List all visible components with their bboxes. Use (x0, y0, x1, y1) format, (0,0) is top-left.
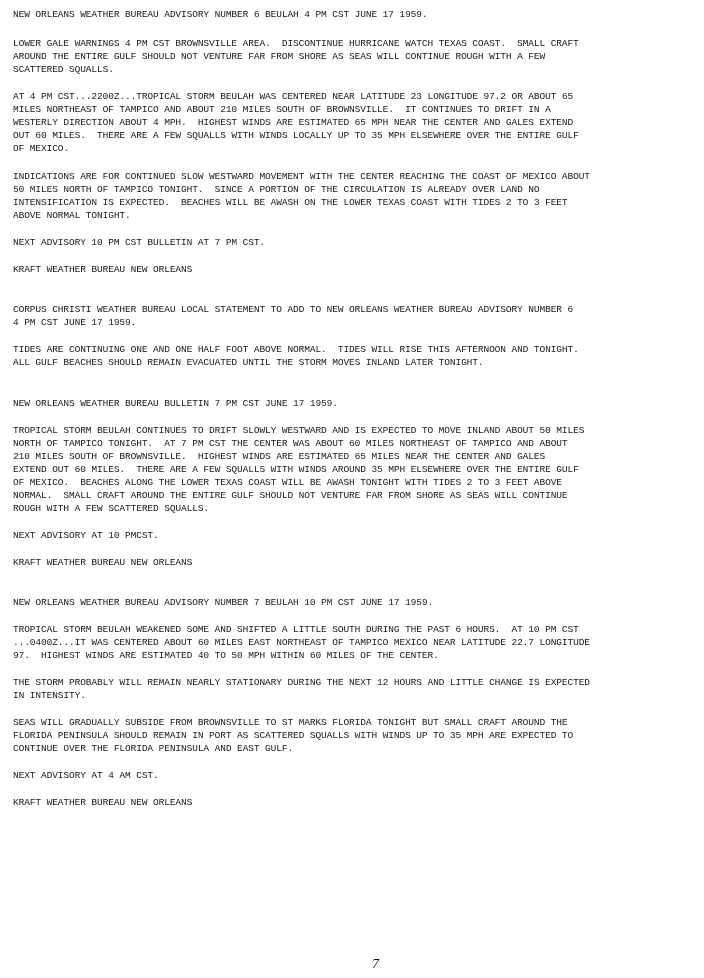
advisory-6-paragraph-1: LOWER GALE WARNINGS 4 PM CST BROWNSVILLE AREA. DISCONTINUE HURRICANE WATCH TEXAS COAST. SMALL CRAFT (13, 38, 579, 49)
page-number: 7 (372, 957, 379, 972)
corpus-christi-heading: CORPUS CHRISTI WEATHER BUREAU LOCAL STATEMENT TO ADD TO NEW ORLEANS WEATHER BUREAU ADVISORY NUMBER 6 (13, 304, 574, 315)
advisory-6-paragraph-1: SCATTERED SQUALLS. (13, 64, 114, 75)
advisory-7-paragraph-1: ...0400Z...IT WAS CENTERED ABOUT 60 MILES EAST NORTHEAST OF TAMPICO MEXICO NEAR LATITUDE 22.7 LONGITUDE (13, 637, 590, 648)
advisory-7-paragraph-2: IN INTENSITY. (13, 690, 86, 701)
advisory-7-paragraph-2: THE STORM PROBABLY WILL REMAIN NEARLY STATIONARY DURING THE NEXT 12 HOURS AND LITTLE CHANGE IS EXPECTED (13, 677, 590, 688)
advisory-7-paragraph-3: FLORIDA PENINSULA SHOULD REMAIN IN PORT AS SCATTERED SQUALLS WITH WINDS UP TO 35 MPH ARE EXPECTED TO (13, 730, 574, 741)
advisory-6-signature: KRAFT WEATHER BUREAU NEW ORLEANS (13, 264, 193, 275)
advisory-7-signature: KRAFT WEATHER BUREAU NEW ORLEANS (13, 797, 193, 808)
advisory-7-paragraph-3: CONTINUE OVER THE FLORIDA PENINSULA AND EAST GULF. (13, 743, 294, 754)
advisory-7-heading: NEW ORLEANS WEATHER BUREAU ADVISORY NUMBER 7 BEULAH 10 PM CST JUNE 17 1959. (13, 597, 434, 608)
bulletin-paragraph: TROPICAL STORM BEULAH CONTINUES TO DRIFT SLOWLY WESTWARD AND IS EXPECTED TO MOVE INLAND ABOUT 50 MILES (13, 425, 585, 436)
advisory-6-next-advisory: NEXT ADVISORY 10 PM CST BULLETIN AT 7 PM CST. (13, 237, 266, 248)
advisory-7-next-advisory: NEXT ADVISORY AT 4 AM CST. (13, 770, 159, 781)
advisory-6-paragraph-3: 50 MILES NORTH OF TAMPICO TONIGHT. SINCE A PORTION OF THE CIRCULATION IS ALREADY OVER LAND NO (13, 184, 540, 195)
advisory-6-paragraph-2: MILES NORTHEAST OF TAMPICO AND ABOUT 210 MILES SOUTH OF BROWNSVILLE. IT CONTINUES TO DRIFT IN A (13, 104, 551, 115)
advisory-6-paragraph-2: WESTERLY DIRECTION ABOUT 4 MPH. HIGHEST WINDS ARE ESTIMATED 65 MPH NEAR THE CENTER AND GALES EXTEND (13, 117, 574, 128)
advisory-7-paragraph-1: 97. HIGHEST WINDS ARE ESTIMATED 40 TO 50 MPH WITHIN 60 MILES OF THE CENTER. (13, 650, 439, 661)
corpus-christi-paragraph: TIDES ARE CONTINUING ONE AND ONE HALF FOOT ABOVE NORMAL. TIDES WILL RISE THIS AFTERNOON AND TONIGHT. (13, 344, 579, 355)
advisory-6-paragraph-3: ABOVE NORMAL TONIGHT. (13, 210, 131, 221)
advisory-6-heading: NEW ORLEANS WEATHER BUREAU ADVISORY NUMBER 6 BEULAH 4 PM CST JUNE 17 1959. (13, 9, 428, 20)
corpus-christi-paragraph: ALL GULF BEACHES SHOULD REMAIN EVACUATED UNTIL THE STORM MOVES INLAND LATER TONIGHT. (13, 357, 484, 368)
bulletin-paragraph: NORTH OF TAMPICO TONIGHT. AT 7 PM CST THE CENTER WAS ABOUT 60 MILES NORTHEAST OF TAMPICO AND ABOUT (13, 438, 568, 449)
bulletin-paragraph: NORMAL. SMALL CRAFT AROUND THE ENTIRE GULF SHOULD NOT VENTURE FAR FROM SHORE AS SEAS WILL CONTINUE (13, 490, 568, 501)
bulletin-paragraph: EXTEND OUT 60 MILES. THERE ARE A FEW SQUALLS WITH WINDS AROUND 35 MPH ELSEWHERE OVER THE ENTIRE GULF (13, 464, 579, 475)
bulletin-paragraph: 210 MILES SOUTH OF BROWNSVILLE. HIGHEST WINDS ARE ESTIMATED 65 MILES NEAR THE CENTER AND GALES (13, 451, 546, 462)
advisory-6-paragraph-2: OF MEXICO. (13, 143, 70, 154)
advisory-6-paragraph-2: OUT 60 MILES. THERE ARE A FEW SQUALLS WITH WINDS LOCALLY UP TO 35 MPH ELSEWHERE OVER THE ENTIRE GULF (13, 130, 579, 141)
advisory-6-paragraph-1: AROUND THE ENTIRE GULF SHOULD NOT VENTURE FAR FROM SHORE AS SEAS WILL CONTINUE ROUGH WITH A FEW (13, 51, 546, 62)
advisory-6-paragraph-2: AT 4 PM CST...2200Z...TROPICAL STORM BEULAH WAS CENTERED NEAR LATITUDE 23 LONGITUDE 97.2 OR ABOUT 65 (13, 91, 574, 102)
bulletin-heading: NEW ORLEANS WEATHER BUREAU BULLETIN 7 PM CST JUNE 17 1959. (13, 398, 338, 409)
advisory-6-paragraph-3: INTENSIFICATION IS EXPECTED. BEACHES WILL BE AWASH ON THE LOWER TEXAS COAST WITH TIDES 2 TO 3 FEET (13, 197, 568, 208)
advisory-7-paragraph-1: TROPICAL STORM BEULAH WEAKENED SOME AND SHIFTED A LITTLE SOUTH DURING THE PAST 6 HOURS. AT 10 PM CST (13, 624, 579, 635)
advisory-6-paragraph-3: INDICATIONS ARE FOR CONTINUED SLOW WESTWARD MOVEMENT WITH THE CENTER REACHING THE COAST OF MEXICO ABOUT (13, 171, 590, 182)
advisory-7-paragraph-3: SEAS WILL GRADUALLY SUBSIDE FROM BROWNSVILLE TO ST MARKS FLORIDA TONIGHT BUT SMALL CRAFT AROUND THE (13, 717, 568, 728)
bulletin-next-advisory: NEXT ADVISORY AT 10 PMCST. (13, 530, 159, 541)
bulletin-paragraph: ROUGH WITH A FEW SCATTERED SQUALLS. (13, 503, 210, 514)
bulletin-signature: KRAFT WEATHER BUREAU NEW ORLEANS (13, 557, 193, 568)
bulletin-paragraph: OF MEXICO. BEACHES ALONG THE LOWER TEXAS COAST WILL BE AWASH TONIGHT WITH TIDES 2 TO 3 FEET ABOVE (13, 477, 562, 488)
corpus-christi-heading: 4 PM CST JUNE 17 1959. (13, 317, 137, 328)
